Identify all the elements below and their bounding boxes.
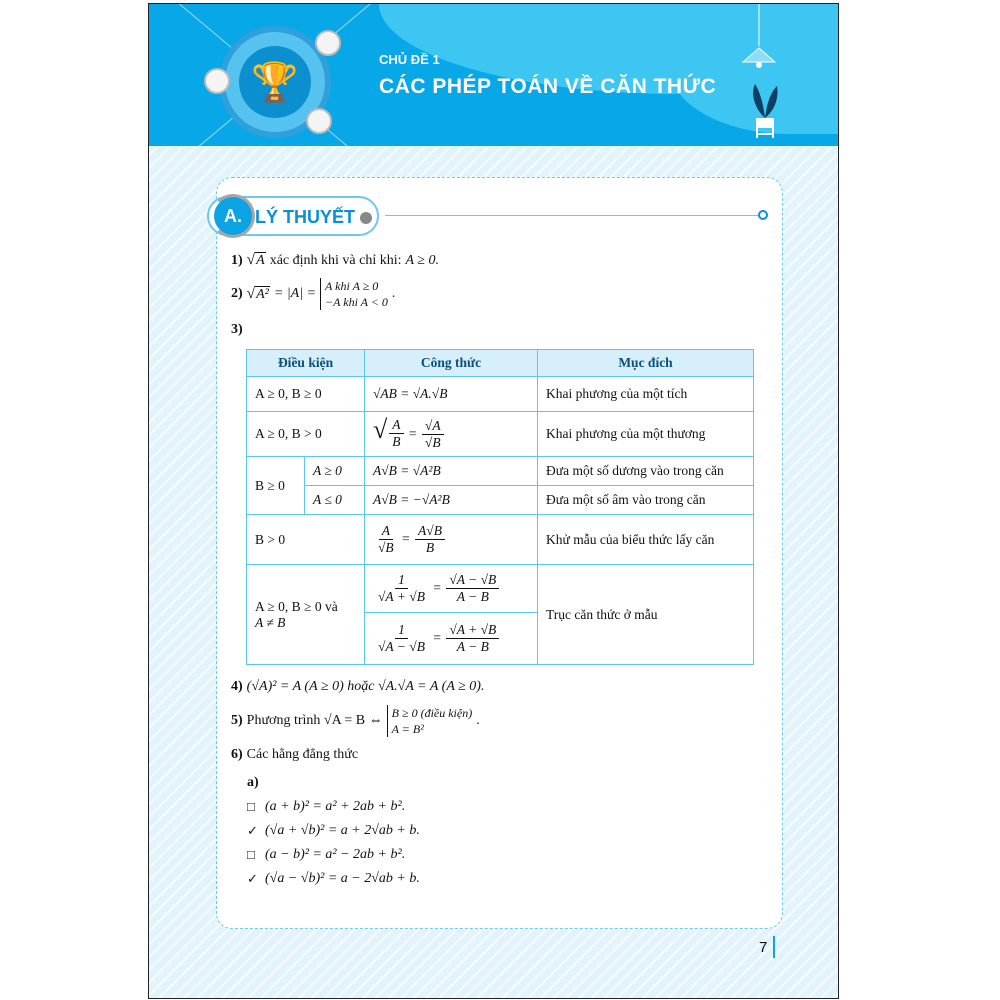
table-row: $\frac{1}{√A - √B}$ = $\frac{√A + √B}{A - B}$ bbox=[247, 613, 754, 665]
section-letter: A. bbox=[211, 194, 255, 238]
content-flow bbox=[231, 349, 771, 887]
table-row: A ≤ 0 A√B = −√A²B Đưa một số âm vào trong căn bbox=[247, 486, 754, 515]
item-2: 2) √ A² = |A| = A khi A ≥ 0 −A khi A < 0 . bbox=[231, 279, 396, 310]
check-icon: ✓ bbox=[247, 871, 258, 887]
identity-4: ✓ (√a − √b)² = a − 2√ab + b. bbox=[247, 871, 420, 887]
table-row: B > 0 $\frac{A}{√B}$ = $\frac{A√B}{B}$ Khử mẫu của biểu thức lấy căn bbox=[247, 515, 754, 565]
identity-1: □ (a + b)² = a² + 2ab + b². bbox=[247, 799, 406, 815]
sub-item-a: a) bbox=[247, 775, 259, 791]
identity-3: □ (a − b)² = a² − 2ab + b². bbox=[247, 847, 406, 863]
theory-card bbox=[216, 177, 783, 929]
identity-2: ✓ (√a + √b)² = a + 2√ab + b. bbox=[247, 823, 420, 839]
chapter-title: CÁC PHÉP TOÁN VỀ CĂN THỨC bbox=[379, 75, 717, 98]
check-icon: ✓ bbox=[247, 823, 258, 839]
table-row: A ≥ 0, B ≥ 0 √AB = √A.√B Khai phương của một tích bbox=[247, 377, 754, 412]
page-number: 7 bbox=[759, 939, 768, 956]
item-5: 5) Phương trình √A = B ⇔ B ≥ 0 (điều kiện) A = B² . bbox=[231, 706, 480, 737]
plant-icon bbox=[745, 82, 785, 140]
table-row: B ≥ 0 A ≥ 0 A√B = √A²B Đưa một số dương vào trong căn bbox=[247, 457, 754, 486]
table-row: A ≥ 0, B ≥ 0 và A ≠ B $\frac{1}{√A + √B}$ = $\frac{√A - √B}{A - B}$ Trục căn thức ở mẫu bbox=[247, 565, 754, 613]
chapter-header bbox=[149, 4, 838, 146]
section-divider bbox=[385, 215, 760, 216]
formula-table: Điều kiện Công thức Mục đích A ≥ 0, B ≥ 0 √AB = √A.√B Khai phương của một tích A ≥ 0, B > 0 √ $\frac{A}{B}$ = $\frac{√A}{√B}$ Khai phương của một thương B ≥ 0 A ≥ 0 A√B = √A²B Đưa một số dương vào trong căn A ≤ 0 A√B = −√A²B Đưa một số âm vào trong căn B > 0 $\frac{A}{√B}$ = $\frac{A√B}{B}$ Khử mẫu của biểu thức lấy căn A ≥ 0, B ≥ 0 và A ≠ B $\frac{1}{√A + √B}$ = $\frac{√A - √B}{A - B}$ Trục căn thức ở mẫu $\frac{1}{√A - √B}$ = $\frac{√A + √B}{A - B}$ bbox=[246, 349, 754, 665]
item-3: 3) bbox=[231, 322, 243, 337]
item-6: 6) Các hằng đẳng thức bbox=[231, 747, 359, 763]
table-row: A ≥ 0, B > 0 √ $\frac{A}{B}$ = $\frac{√A}{√B}$ Khai phương của một thương bbox=[247, 412, 754, 457]
square-bullet-icon: □ bbox=[247, 847, 255, 863]
trophy-icon: 🏆 bbox=[239, 46, 311, 118]
topic-label: CHỦ ĐỀ 1 bbox=[379, 52, 440, 67]
book-page bbox=[148, 3, 839, 999]
section-title: LÝ THUYẾT bbox=[255, 207, 356, 227]
item-4: 4) (√A)² = A (A ≥ 0) hoặc √A.√A = A (A ≥ 0). bbox=[231, 679, 485, 694]
item-1: 1) √ A xác định khi và chỉ khi: A ≥ 0. bbox=[231, 251, 439, 268]
square-bullet-icon: □ bbox=[247, 799, 255, 815]
lamp-icon bbox=[739, 4, 779, 74]
